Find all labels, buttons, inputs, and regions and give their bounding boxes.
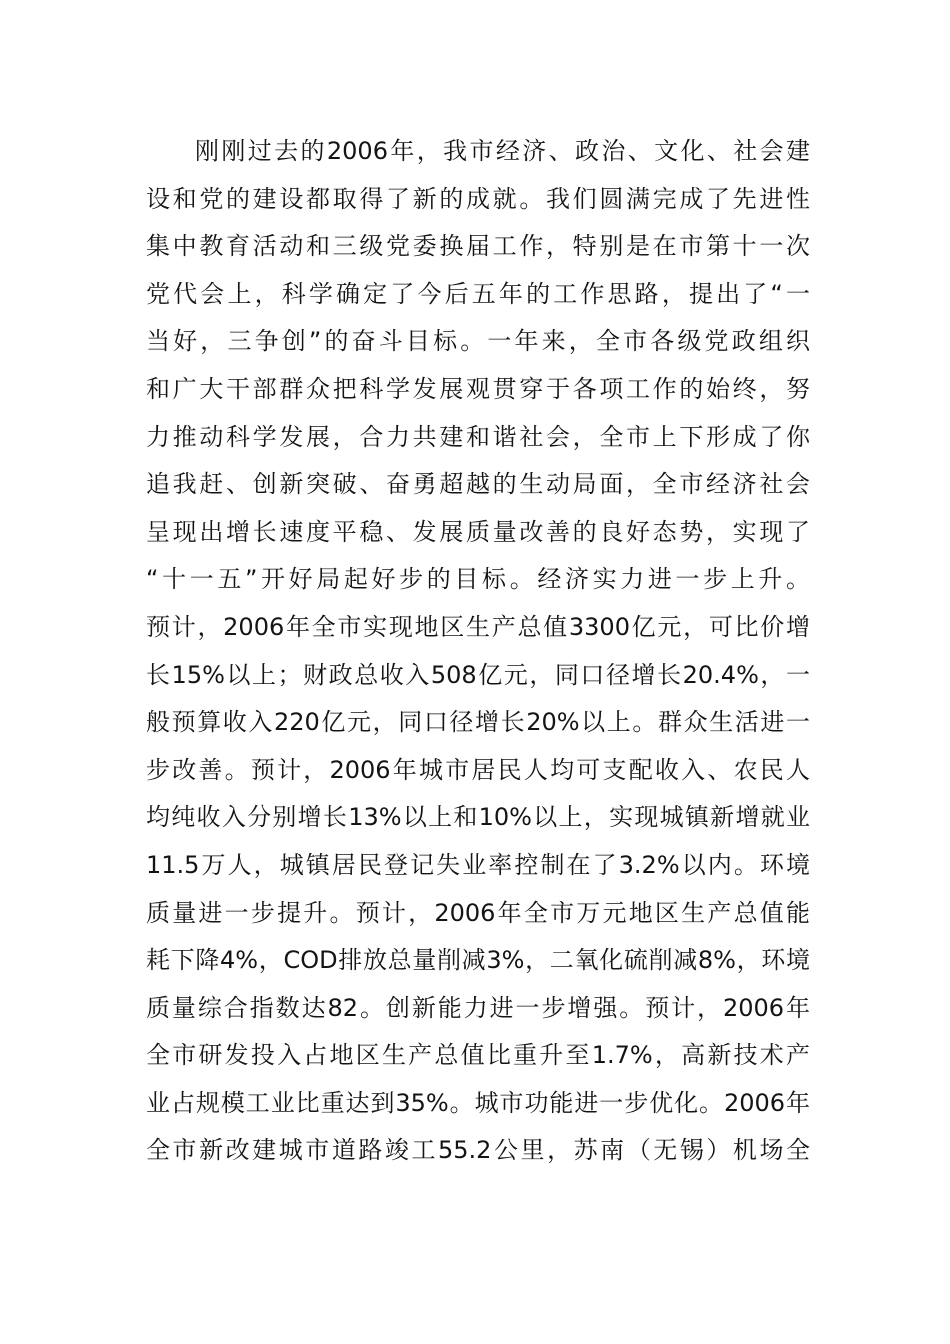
- paragraph-line: 步改善。预计，2006年城市居民人均可支配收入、农民人: [146, 755, 810, 784]
- paragraph-line: 刚刚过去的2006年，我市经济、政治、文化、社会建: [195, 137, 810, 165]
- paragraph-line: 设和党的建设都取得了新的成就。我们圆满完成了先进性: [146, 184, 810, 213]
- paragraph-line: 和广大干部群众把科学发展观贯穿于各项工作的始终，努: [146, 374, 810, 403]
- paragraph-line: 当好，三争创”的奋斗目标。一年来，全市各级党政组织: [146, 327, 810, 356]
- paragraph-line: 党代会上，科学确定了今后五年的工作思路，提出了“一: [146, 279, 810, 308]
- paragraph-line: 集中教育活动和三级党委换届工作，特别是在市第十一次: [146, 232, 810, 261]
- paragraph-line: 全市研发投入占地区生产总值比重升至1.7%，高新技术产: [146, 1041, 810, 1070]
- paragraph-line: 质量综合指数达82。创新能力进一步增强。预计，2006年: [146, 993, 810, 1022]
- paragraph-line: 追我赶、创新突破、奋勇超越的生动局面，全市经济社会: [146, 470, 810, 499]
- paragraph-line: 力推动科学发展，合力共建和谐社会，全市上下形成了你: [146, 422, 810, 451]
- paragraph-line: 质量进一步提升。预计，2006年全市万元地区生产总值能: [146, 898, 810, 927]
- paragraph-line: “十一五”开好局起好步的目标。经济实力进一步上升。: [146, 565, 810, 594]
- paragraph-line: 全市新改建城市道路竣工55.2公里，苏南（无锡）机场全: [146, 1136, 810, 1165]
- paragraph-line: 预计，2006年全市实现地区生产总值3300亿元，可比价增: [146, 612, 810, 641]
- paragraph-line: 业占规模工业比重达到35%。城市功能进一步优化。2006年: [146, 1088, 810, 1117]
- paragraph-line: 长15%以上；财政总收入508亿元，同口径增长20.4%，一: [146, 660, 810, 689]
- paragraph-line: 均纯收入分别增长13%以上和10%以上，实现城镇新增就业: [146, 803, 810, 832]
- paragraph-line: 11.5万人，城镇居民登记失业率控制在了3.2%以内。环境: [146, 850, 810, 879]
- paragraph-line: 耗下降4%，COD排放总量削减3%，二氧化硫削减8%，环境: [146, 946, 810, 975]
- paragraph-line: 般预算收入220亿元，同口径增长20%以上。群众生活进一: [146, 708, 810, 737]
- body-paragraph: [146, 128, 810, 1175]
- paragraph-line: 呈现出增长速度平稳、发展质量改善的良好态势，实现了: [146, 517, 810, 546]
